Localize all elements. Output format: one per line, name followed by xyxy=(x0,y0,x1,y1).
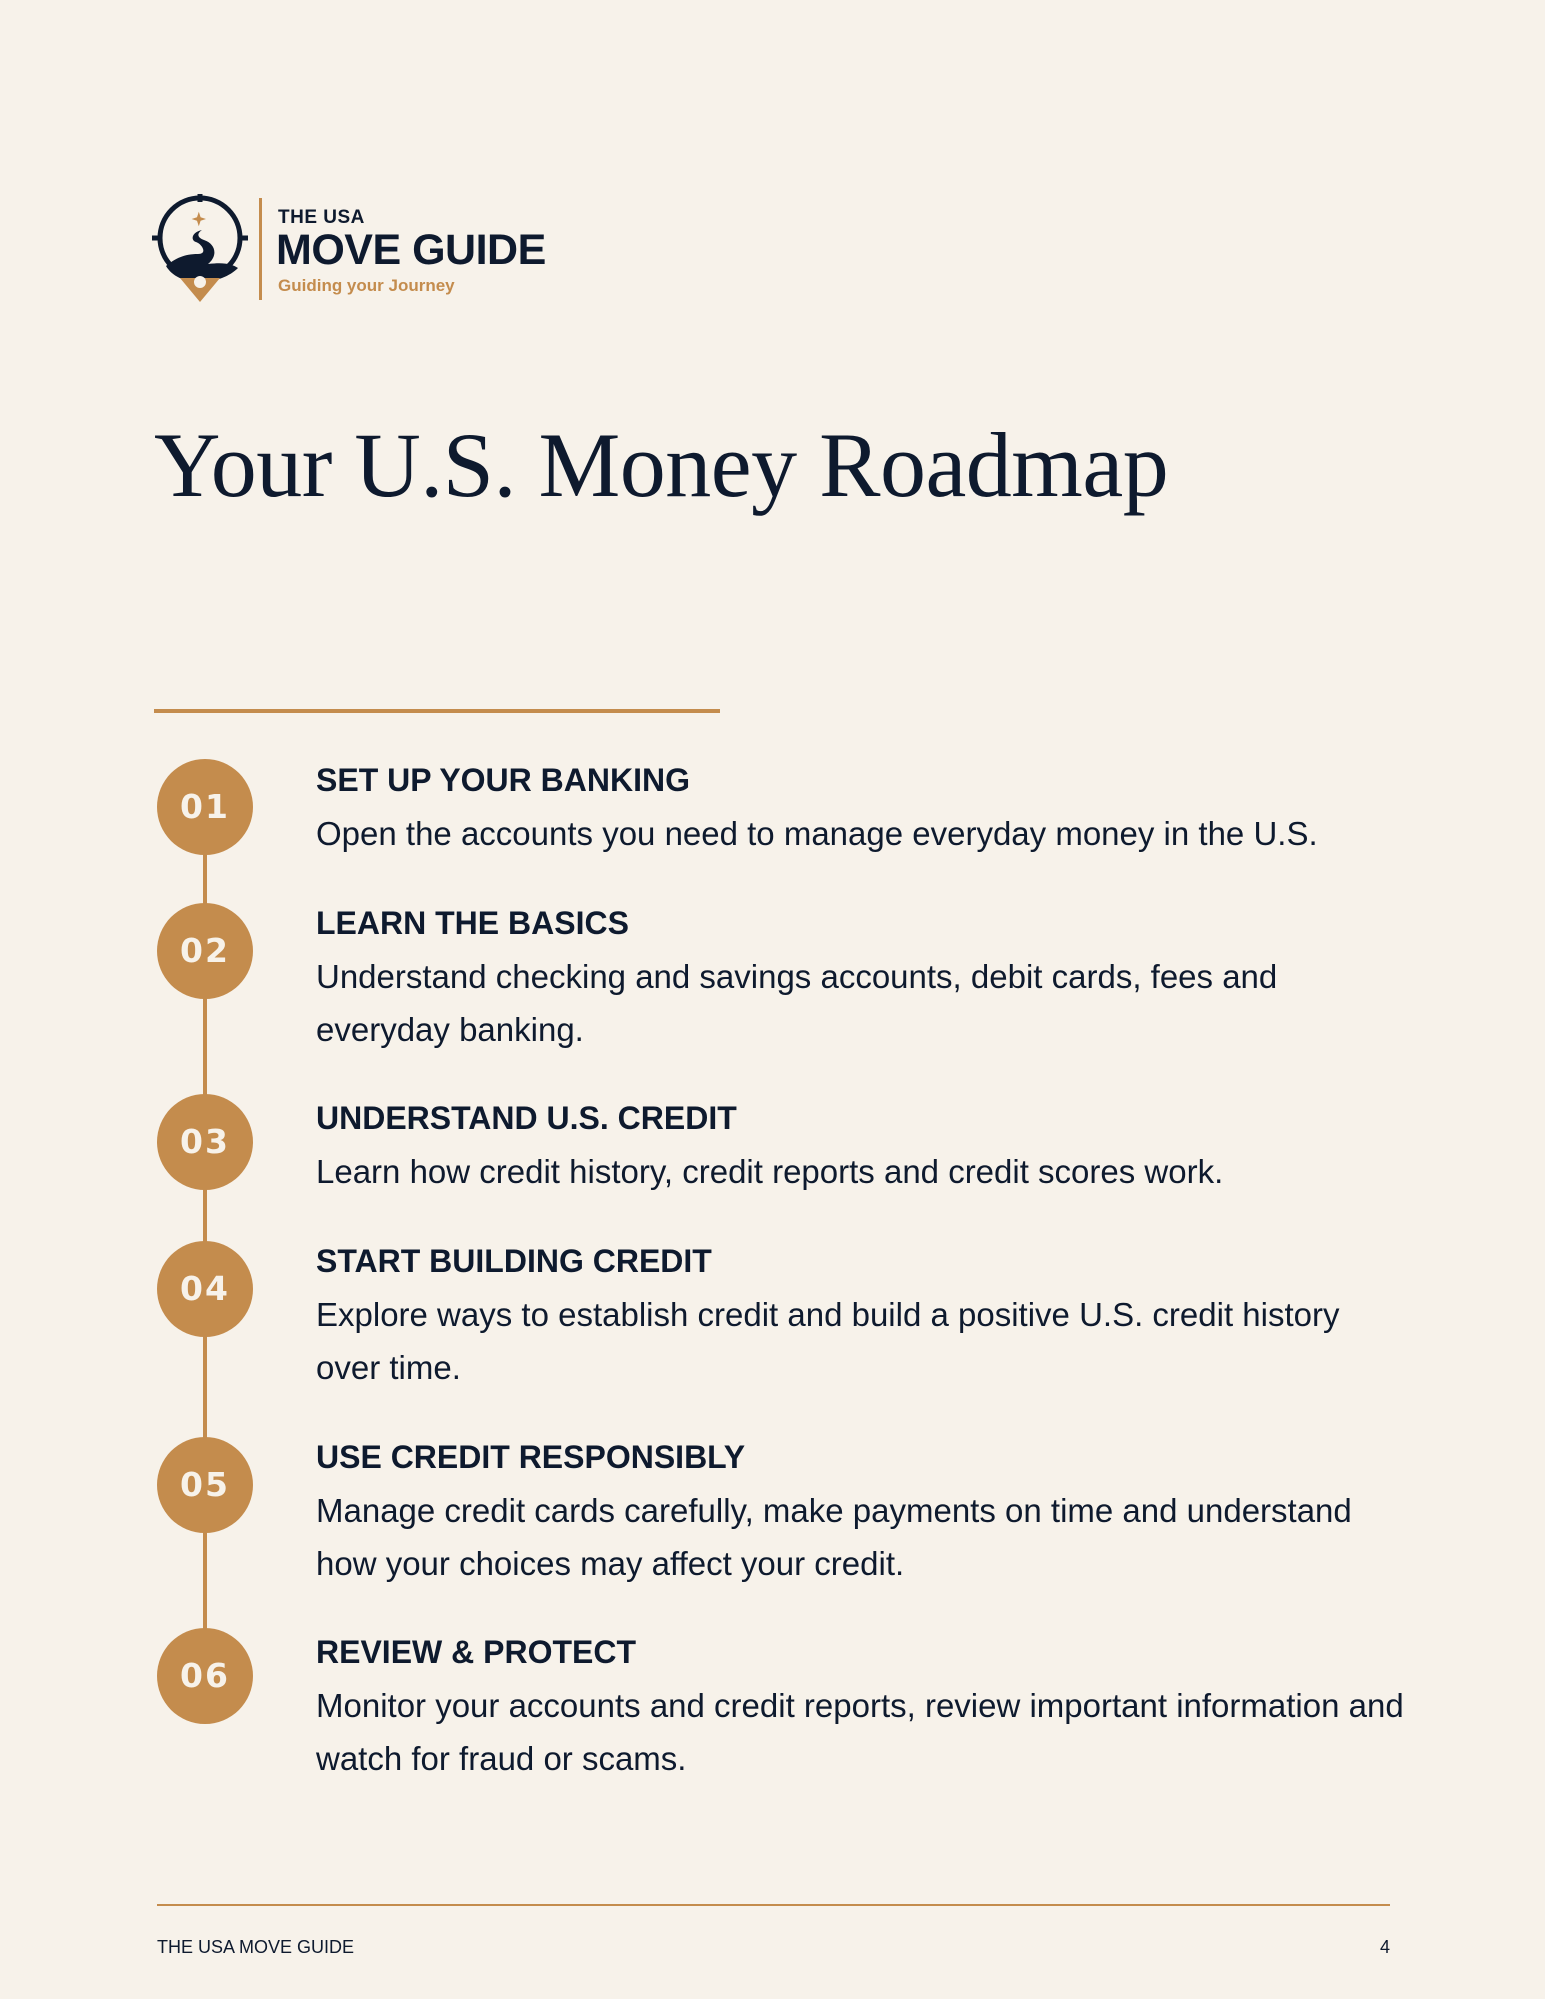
logo-divider xyxy=(259,198,262,300)
footer-brand: THE USA MOVE GUIDE xyxy=(157,1937,355,1957)
page-title: Your U.S. Money Roadmap xyxy=(154,414,1169,516)
logo-line-2: MOVE GUIDE xyxy=(276,226,546,274)
logo-tagline: Guiding your Journey xyxy=(278,276,455,295)
step-heading: START BUILDING CREDIT xyxy=(316,1243,712,1279)
brand-logo xyxy=(152,194,572,314)
step-number-badge: 01 xyxy=(157,759,253,855)
step-heading: REVIEW & PROTECT xyxy=(316,1634,637,1670)
step-number-badge: 05 xyxy=(157,1437,253,1533)
footer-rule xyxy=(157,1904,1390,1906)
step-description: Manage credit cards carefully, make payments on time and understand how your choices may affect your credit. xyxy=(316,1492,1352,1582)
logo-line-1: THE USA xyxy=(278,207,365,228)
compass-road-pin-icon xyxy=(152,194,248,310)
step-description: Open the accounts you need to manage everyday money in the U.S. xyxy=(316,815,1318,852)
step-heading: UNDERSTAND U.S. CREDIT xyxy=(316,1100,737,1136)
step-description: Monitor your accounts and credit reports, review important information and watch for fraud or scams. xyxy=(316,1687,1404,1777)
step-heading: SET UP YOUR BANKING xyxy=(316,762,690,798)
step-number-badge: 06 xyxy=(157,1628,253,1724)
page-number: 4 xyxy=(1379,1937,1390,1957)
step-description: Learn how credit history, credit reports and credit scores work. xyxy=(316,1153,1224,1190)
step-heading: USE CREDIT RESPONSIBLY xyxy=(316,1439,746,1475)
step-heading: LEARN THE BASICS xyxy=(316,905,629,941)
step-number-badge: 03 xyxy=(157,1094,253,1190)
step-description: Understand checking and savings accounts, debit cards, fees and everyday banking. xyxy=(316,958,1278,1048)
step-description: Explore ways to establish credit and build a positive U.S. credit history over time. xyxy=(316,1296,1340,1386)
title-rule xyxy=(154,709,720,713)
step-number-badge: 02 xyxy=(157,903,253,999)
step-number-badge: 04 xyxy=(157,1241,253,1337)
